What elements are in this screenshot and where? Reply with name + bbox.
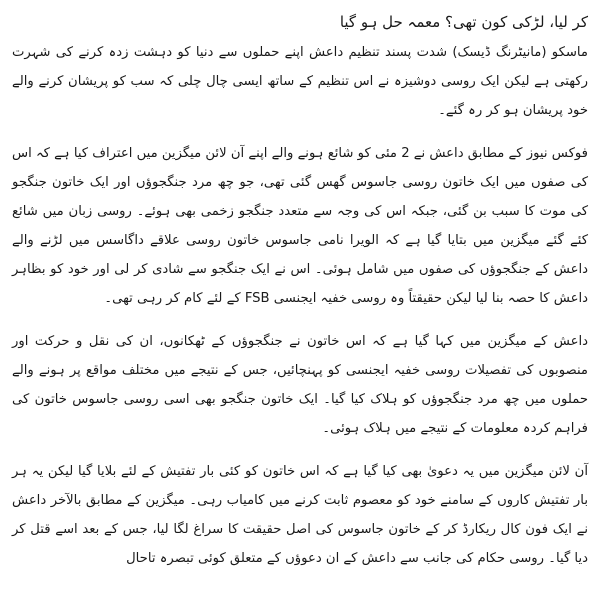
article-headline: کر لیا، لڑکی کون تھی؟ معمہ حل ہو گیا	[339, 13, 588, 31]
article-paragraph-4: آن لائن میگزین میں یہ دعویٰ بھی کیا گیا ہے کہ اس خاتون کو کئی بار تفتیش کے لئے بلایا گیا لیکن یہ ہر بار تفتیش کاروں کے سامنے خود کو معصوم ثابت کرنے میں کامیاب رہی۔ میگزین کے مطابق بالآخر داعش نے ایک فون کال ریکارڈ کر کے خاتون جاسوس کی اصل حقیقت کا سراغ لگا لیا، جس کے بعد اسے قتل کر دیا گیا۔ روسی حکام کی جانب سے داعش کے ان دعوؤں کے متعلق کوئی تبصرہ تاحال	[12, 464, 588, 566]
article-paragraph-2: فوکس نیوز کے مطابق داعش نے 2 مئی کو شائع ہونے والے اپنے آن لائن میگزین میں اعتراف کیا ہے کہ اس کی صفوں میں ایک خاتون روسی جاسوس گھس گئی تھی، جو چھ مرد جنگجوؤں اور ایک خاتون جنگجو کی موت کا سبب بن گئی، جبکہ اس کی وجہ سے متعدد جنگجو زخمی بھی ہوئے۔ روسی زبان میں شائع کئے گئے میگزین میں بتایا گیا ہے کہ الویرا نامی جاسوس خاتون روسی علاقے داگاسس میں لڑنے والے داعش کے جنگجوؤں کی صفوں میں شامل ہوئی۔ اس نے ایک جنگجو سے شادی کر لی اور خود کو بظاہر داعش کا حصہ بنا لیا لیکن حقیقتاً وہ روسی خفیہ ایجنسی FSB کے لئے کام کر رہی تھی۔	[12, 146, 588, 306]
article-paragraph-3: داعش کے میگزین میں کہا گیا ہے کہ اس خاتون نے جنگجوؤں کے ٹھکانوں، ان کی نقل و حرکت اور منصوبوں کی تفصیلات روسی خفیہ ایجنسی کو پہنچائیں، جس کے نتیجے میں مختلف مواقع پر ہونے والے حملوں میں چھ مرد جنگجوؤں کو ہلاک کیا گیا۔ ایک خاتون جنگجو بھی اسی روسی جاسوس خاتون کی فراہم کردہ معلومات کے نتیجے میں ہلاک ہوئی۔	[12, 334, 588, 436]
article-paragraph-1: ماسکو (مانیٹرنگ ڈیسک) شدت پسند تنظیم داعش اپنے حملوں سے دنیا کو دہشت زدہ کرنے کی شہرت رکھتی ہے لیکن ایک روسی دوشیزہ نے اس تنظیم کے ساتھ ایسی چال چلی کہ سب کو پریشان کرنے والے خود پریشان ہو کر رہ گئے۔	[12, 45, 588, 118]
